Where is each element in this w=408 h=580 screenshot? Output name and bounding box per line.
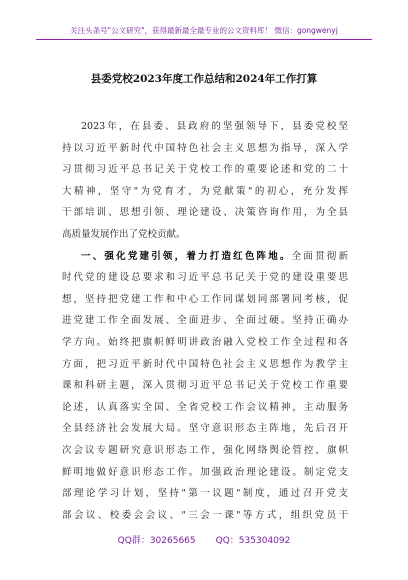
paragraph-line: 持以习近平新时代中国特色社会主义思想为指导，深入学 [62,142,348,154]
header-divider [36,39,372,40]
section-line: 部理论学习计划，坚持"第一议题"制度，通过召开党支 [62,488,348,500]
paragraph-line: 习贯彻习近平总书记关于党校工作的重要论述和党的二十 [62,164,348,176]
section-line: 全县经济社会发展大局。坚守意识形态主阵地，先后召开 [62,423,348,435]
section-line: 次会议专题研究意识形态工作，强化网络舆论管控，旗帜 [62,444,348,456]
paragraph-line: 干部培训、思想引领、理论建设、决策咨询作用，为全县 [62,207,348,219]
footer-contact [0,535,408,547]
footer-qq: QQ：535304092 [215,536,291,546]
section-heading-continuation: 全面贯彻新 [291,250,348,262]
document-title: 县委党校2023年度工作总结和2024年工作打算 [90,73,318,85]
section-line: 课和科研主题，深入贯彻习近平总书记关于党校工作重要 [62,380,348,392]
section-line: 方面，把习近平新时代中国特色社会主义思想作为教学主 [62,358,348,370]
paragraph-line: 大精神，坚守"为党育才，为党献策"的初心，充分发挥 [62,185,348,197]
section-line: 学方向。始终把旗帜鲜明讲政治融入党校工作全过程和各 [62,336,348,348]
header-notice: 关注头条号"公文研究"，获得最新最全最专业的公文资料库！ 微信：gongwenyj [70,26,338,35]
footer-qq-group: QQ群：30265665 [117,536,196,546]
paragraph-line: 高质量发展作出了党校贡献。 [62,228,186,240]
section-line: 想，坚持把党建工作和中心工作同谋划同部署同考核，促 [62,293,348,305]
section-heading-line [62,246,348,268]
section-line: 进党建工作全面发展、全面进步、全面过硬。坚持正确办 [62,315,348,327]
section-line: 时代党的建设总要求和习近平总书记关于党的建设重要思 [62,272,348,284]
section-heading: 一、强化党建引领，着力打造红色阵地。 [81,250,292,262]
section-line: 鲜明地做好意识形态工作。加强政治理论建设。制定党支 [62,466,348,478]
paragraph-line: 2023年，在县委、县政府的坚强领导下，县委党校坚 [81,121,348,132]
section-line: 部会议、校委会会议、"三会一课"等方式，组织党员干 [62,509,348,521]
section-line: 论述，认真落实全国、全省党校工作会议精神，主动服务 [62,401,348,413]
document-body [62,116,348,526]
